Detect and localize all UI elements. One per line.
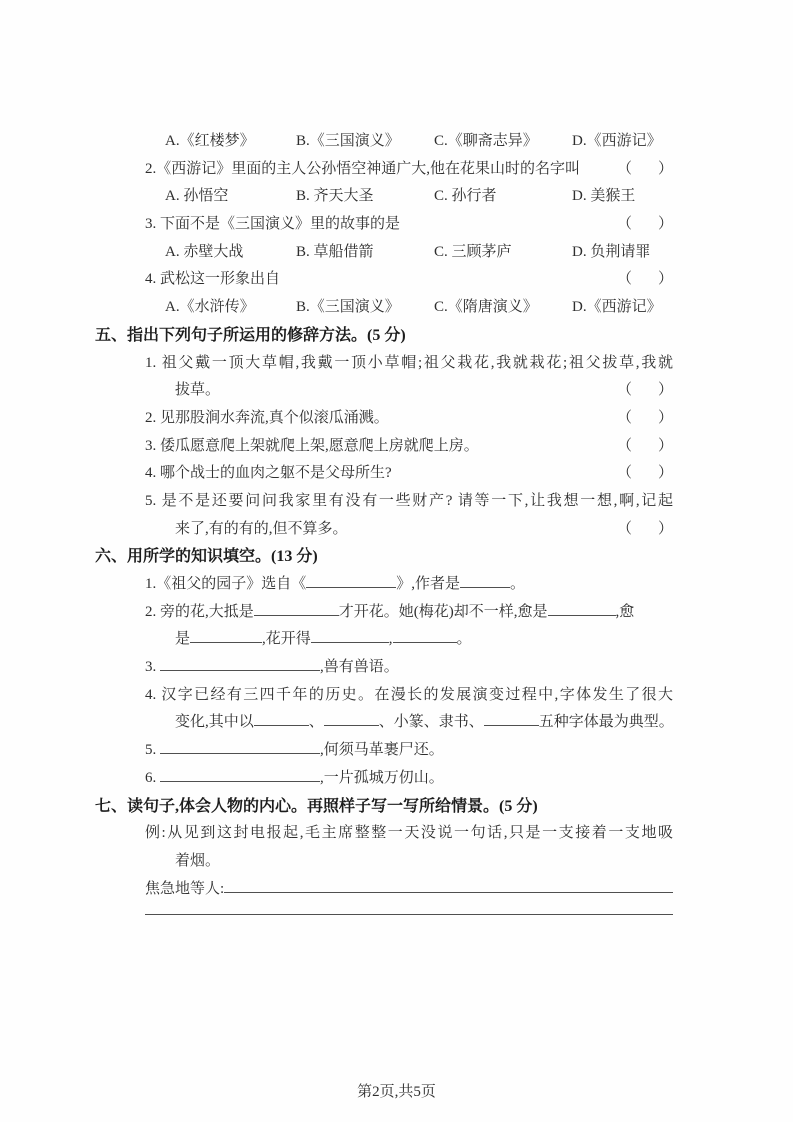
line-text	[145, 211, 611, 239]
fill-blank	[393, 640, 457, 643]
fill-blank	[460, 585, 510, 588]
fill-blank	[311, 640, 389, 643]
line-text	[165, 294, 673, 322]
line-text	[175, 516, 611, 544]
text-segment: 五种字体最为典型。	[538, 714, 674, 731]
text-segment: 2. 旁的花,大抵是	[145, 603, 254, 620]
option-item: B. 草船借箭	[296, 243, 374, 260]
text-segment: ,花开得	[262, 631, 311, 648]
answer-bracket	[617, 377, 673, 405]
line-text	[165, 128, 673, 156]
bracket-open: （	[617, 520, 633, 537]
answer-bracket	[617, 405, 673, 433]
text-segment: 例:从见到这封电报起,毛主席整整一天没说一句话,只是一支接着一支地吸	[145, 825, 673, 842]
option-item: A. 孙悟空	[165, 188, 229, 205]
bracket-close: ）	[657, 465, 673, 482]
prompt-line	[95, 876, 673, 904]
item-6-5	[95, 737, 673, 765]
option-item: D.《西游记》	[572, 133, 662, 149]
text-segment: 5. 是不是还要问问我家里有没有一些财产? 请等一下,让我想一想,啊,记起	[145, 492, 673, 509]
line-text	[175, 709, 673, 737]
text-segment: 4. 汉字已经有三四千年的历史。在漫长的发展演变过程中,字体发生了很大	[145, 686, 673, 703]
q4-options-row	[95, 294, 673, 322]
section-6-header	[95, 543, 673, 571]
line-text	[145, 765, 673, 793]
example-line-2	[95, 848, 673, 876]
text-segment: 1.《祖父的园子》选自《	[145, 576, 307, 592]
text-segment: ,一片孤城万仞山。	[320, 769, 444, 786]
item-6-3	[95, 654, 673, 682]
bracket-close: ）	[657, 160, 673, 177]
question-4	[95, 266, 673, 294]
line-text	[145, 350, 673, 378]
option-item: A. 赤壁大战	[165, 243, 244, 260]
text-segment: 》,作者是	[396, 576, 461, 592]
option-item: C. 三顾茅庐	[434, 243, 512, 260]
q1-options-row	[95, 128, 673, 156]
bracket-close: ）	[657, 409, 673, 426]
answer-rule	[95, 912, 673, 940]
option-item: B.《三国演义》	[296, 299, 400, 316]
item-5-1-line-2	[95, 377, 673, 405]
option-item: C. 孙行者	[434, 188, 497, 205]
line-text	[145, 599, 673, 627]
section-header-text	[95, 543, 673, 571]
item-5-2	[95, 405, 673, 433]
line-text	[145, 737, 673, 765]
text-segment: 3.	[145, 659, 160, 676]
line-text	[165, 183, 673, 211]
fill-blank	[145, 912, 673, 915]
item-5-3	[95, 433, 673, 461]
text-segment: 2.《西游记》里面的主人公孙悟空神通广大,他在花果山时的名字叫	[145, 160, 581, 177]
text-segment: ,	[388, 631, 393, 648]
section-header-text	[95, 793, 673, 821]
text-segment: 拔草。	[175, 382, 221, 399]
text-segment: 着烟。	[175, 852, 221, 869]
fill-blank	[160, 779, 320, 782]
text-segment: 才开花。她(梅花)却不一样,愈是	[338, 603, 548, 620]
bracket-open: （	[617, 382, 633, 399]
text-segment: 来了,有的有的,但不算多。	[175, 520, 348, 537]
option-item: B.《三国演义》	[296, 133, 400, 149]
line-text	[165, 239, 673, 267]
option-item: A.《红楼梦》	[165, 133, 255, 149]
line-text	[145, 571, 673, 599]
section-7-header	[95, 793, 673, 821]
answer-bracket	[617, 266, 673, 294]
option-item: B. 齐天大圣	[296, 188, 374, 205]
text-segment: 1. 祖父戴一顶大草帽,我戴一顶小草帽;祖父栽花,我就栽花;祖父拔草,我就	[145, 354, 673, 371]
item-6-1	[95, 571, 673, 599]
text-segment: 3. 倭瓜愿意爬上架就爬上架,愿意爬上房就爬上房。	[145, 437, 479, 454]
text-segment: 4. 武松这一形象出自	[145, 271, 281, 288]
line-text	[145, 433, 611, 461]
text-segment: 六、用所学的知识填空。(13 分)	[95, 548, 318, 566]
text-segment: 2. 见那股涧水奔流,真个似滚瓜涌溅。	[145, 409, 389, 426]
item-6-4-line-1	[95, 682, 673, 710]
text-segment: 五、指出下列句子所运用的修辞方法。(5 分)	[95, 326, 406, 344]
text-segment: ,愈	[615, 603, 635, 620]
line-text	[145, 820, 673, 848]
option-item: D.《西游记》	[572, 299, 662, 316]
fill-blank	[160, 668, 320, 671]
fill-blank	[224, 890, 673, 893]
text-segment: 七、读句子,体会人物的内心。再照样子写一写所给情景。(5 分)	[95, 797, 538, 815]
bracket-close: ）	[657, 437, 673, 454]
text-segment: 焦急地等人:	[145, 880, 225, 897]
page-footer: 第2页,共5页	[357, 1084, 436, 1100]
text-segment: 4. 哪个战士的血肉之躯不是父母所生?	[145, 465, 392, 482]
fill-blank	[254, 723, 309, 726]
item-5-1-line-1	[95, 350, 673, 378]
item-6-2-line-1	[95, 599, 673, 627]
example-line-1	[95, 820, 673, 848]
question-2	[95, 156, 673, 184]
line-text	[145, 266, 611, 294]
line-text	[145, 488, 673, 516]
option-item: D. 美猴王	[572, 188, 636, 205]
item-5-4	[95, 460, 673, 488]
fill-blank	[324, 723, 379, 726]
item-5-5-line-2	[95, 516, 673, 544]
line-text	[145, 654, 673, 682]
line-text	[145, 405, 611, 433]
bracket-open: （	[617, 216, 633, 233]
fill-blank	[548, 613, 616, 616]
text-segment: 。	[456, 631, 472, 648]
fill-blank	[306, 585, 396, 588]
exam-body	[95, 128, 673, 940]
option-item: C.《聊斋志异》	[434, 133, 538, 149]
text-segment: 5.	[145, 742, 160, 759]
item-6-2-line-2	[95, 626, 673, 654]
bracket-open: （	[617, 271, 633, 288]
text-segment: 3. 下面不是《三国演义》里的故事的是	[145, 216, 401, 233]
fill-blank	[254, 613, 339, 616]
bracket-open: （	[617, 409, 633, 426]
line-text	[145, 156, 611, 184]
text-segment: ,何须马革裹尸还。	[320, 742, 444, 759]
bracket-close: ）	[657, 382, 673, 399]
bracket-open: （	[617, 465, 633, 482]
item-5-5-line-1	[95, 488, 673, 516]
text-segment: 是	[175, 631, 191, 648]
section-header-text	[95, 322, 673, 350]
fill-blank	[190, 640, 262, 643]
bracket-open: （	[617, 437, 633, 454]
fill-blank	[484, 723, 539, 726]
bracket-open: （	[617, 160, 633, 177]
bracket-close: ）	[657, 520, 673, 537]
answer-bracket	[617, 433, 673, 461]
bracket-close: ）	[657, 216, 673, 233]
answer-bracket	[617, 516, 673, 544]
text-segment: 6.	[145, 769, 160, 786]
line-text	[145, 460, 611, 488]
text-segment: 、小篆、隶书、	[378, 714, 484, 731]
option-item: D. 负荆请罪	[572, 243, 651, 260]
option-item: A.《水浒传》	[165, 299, 255, 316]
fill-blank	[160, 751, 320, 754]
text-segment: 、	[308, 714, 324, 731]
line-text	[175, 848, 673, 876]
text-segment: 变化,其中以	[175, 714, 254, 731]
answer-bracket	[617, 460, 673, 488]
line-text	[175, 377, 611, 405]
item-6-6	[95, 765, 673, 793]
bracket-close: ）	[657, 271, 673, 288]
line-text	[175, 626, 673, 654]
item-6-4-line-2	[95, 709, 673, 737]
answer-bracket	[617, 211, 673, 239]
line-text	[145, 876, 673, 904]
line-text	[145, 682, 673, 710]
text-segment: ,兽有兽语。	[320, 659, 399, 676]
question-3	[95, 211, 673, 239]
q3-options-row	[95, 239, 673, 267]
q2-options-row	[95, 183, 673, 211]
answer-bracket	[617, 156, 673, 184]
text-segment: 。	[510, 576, 526, 592]
option-item: C.《隋唐演义》	[434, 299, 538, 316]
section-5-header	[95, 322, 673, 350]
